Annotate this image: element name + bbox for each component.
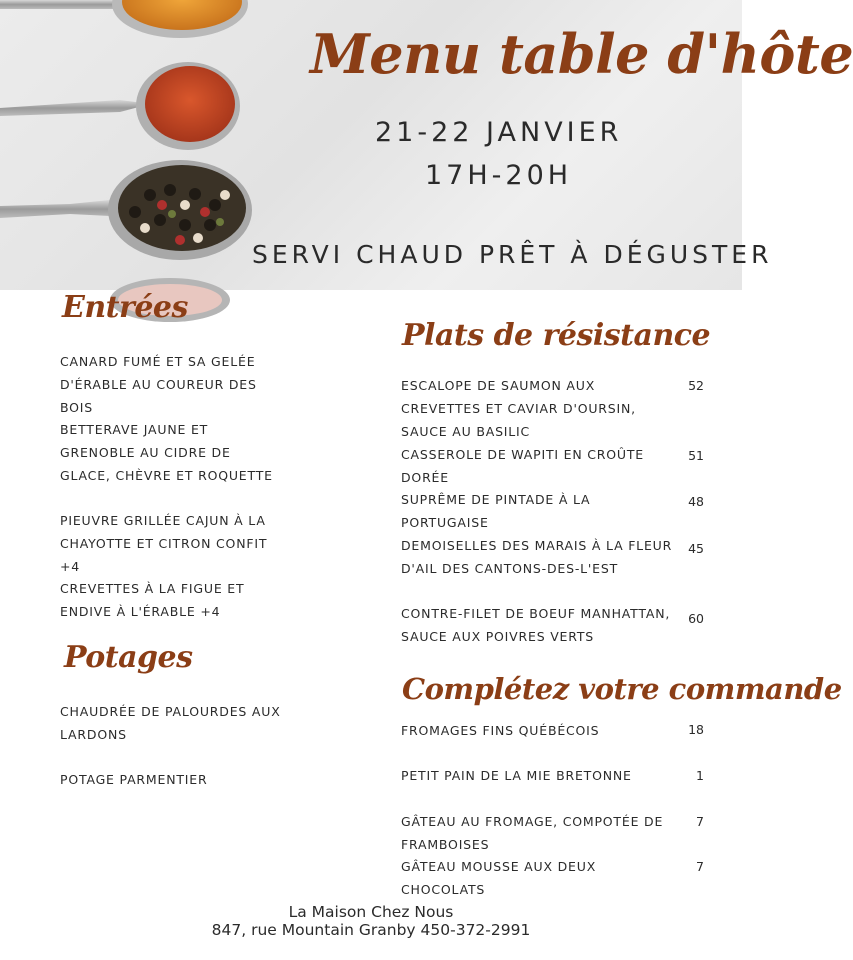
extra-item: FROMAGES FINS QUÉBÉCOIS (401, 723, 600, 738)
plat-price: 48 (688, 494, 704, 509)
menu-date: 21-22 JANVIER (375, 117, 623, 148)
plat-price: 60 (688, 611, 704, 626)
plat-item: DEMOISELLES DES MARAIS À LA FLEUR D'AIL DES CANTONS-DES-L'EST (401, 538, 673, 576)
menu-tagline: SERVI CHAUD PRÊT À DÉGUSTER (252, 240, 773, 269)
entree-item: CANARD FUMÉ ET SA GELÉE D'ÉRABLE AU COUREUR DES BOIS (60, 354, 257, 415)
extra-item: GÂTEAU AU FROMAGE, COMPOTÉE DE FRAMBOISES (401, 814, 664, 852)
menu-hours: 17H-20H (425, 160, 573, 191)
extra-price: 1 (696, 768, 704, 783)
restaurant-address: 847, rue Mountain Granby 450-372-2991 (211, 921, 531, 939)
extra-price: 18 (688, 722, 704, 737)
plat-item: SUPRÊME DE PINTADE À LA PORTUGAISE (401, 492, 591, 530)
plat-item: ESCALOPE DE SAUMON AUX CREVETTES ET CAVIAR D'OURSIN, SAUCE AU BASILIC (401, 378, 636, 439)
potage-item: POTAGE PARMENTIER (60, 772, 208, 787)
extra-price: 7 (696, 859, 704, 874)
plat-price: 52 (688, 378, 704, 393)
plat-item: CASSEROLE DE WAPITI EN CROÛTE DORÉE (401, 447, 645, 485)
plat-price: 45 (688, 541, 704, 556)
plats-heading: Plats de résistance (402, 318, 711, 353)
spice-spoons-image (0, 0, 280, 290)
entree-item: BETTERAVE JAUNE ET GRENOBLE AU CIDRE DE GLACE, CHÈVRE ET ROQUETTE (60, 422, 273, 483)
extra-item: GÂTEAU MOUSSE AUX DEUX CHOCOLATS (401, 859, 597, 897)
plat-price: 51 (688, 448, 704, 463)
potage-item: CHAUDRÉE DE PALOURDES AUX LARDONS (60, 704, 281, 742)
entree-item: CREVETTES À LA FIGUE ET ENDIVE À L'ÉRABLE +4 (60, 581, 245, 619)
potages-heading: Potages (64, 640, 193, 675)
entrees-heading: Entrées (62, 290, 188, 325)
plat-item: CONTRE-FILET DE BOEUF MANHATTAN, SAUCE AUX POIVRES VERTS (401, 606, 671, 644)
extras-heading: Complétez votre commande (402, 672, 842, 706)
extra-price: 7 (696, 814, 704, 829)
restaurant-name: La Maison Chez Nous (288, 903, 454, 921)
extra-item: PETIT PAIN DE LA MIE BRETONNE (401, 768, 632, 783)
hero-banner (0, 0, 853, 290)
menu-title: Menu table d'hôte (310, 22, 853, 86)
entree-item: PIEUVRE GRILLÉE CAJUN À LA CHAYOTTE ET CITRON CONFIT +4 (60, 513, 268, 574)
